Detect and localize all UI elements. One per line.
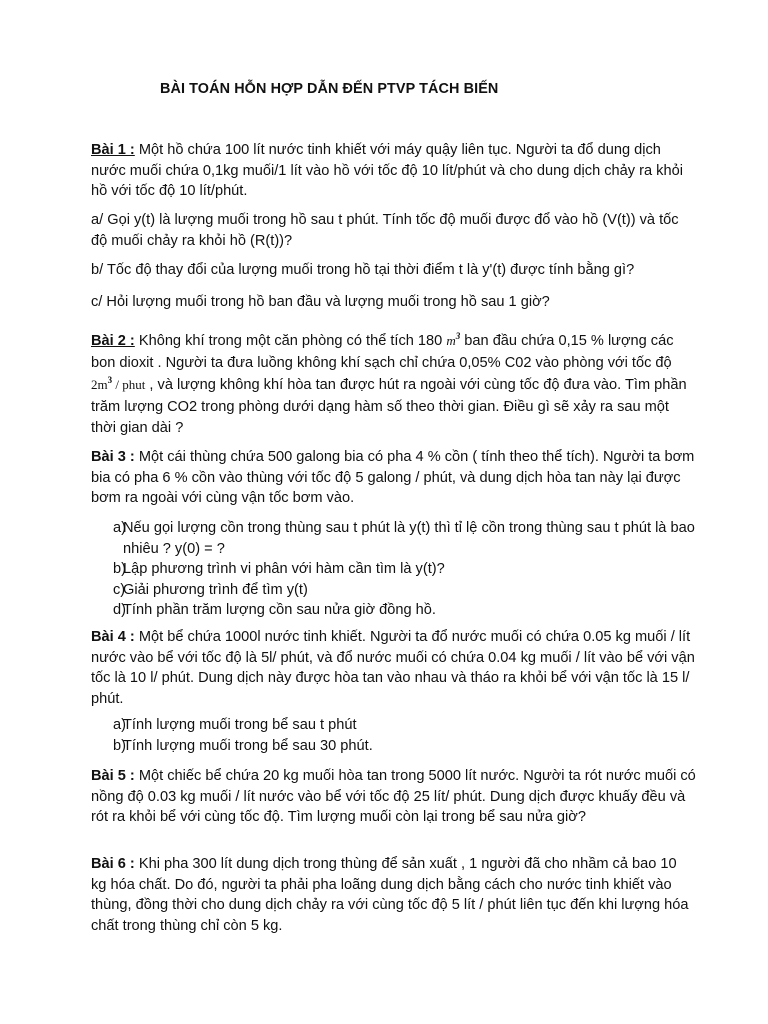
list-item-text: Tính lượng muối trong bể sau 30 phút. — [123, 737, 373, 754]
problem-5-statement — [91, 766, 696, 828]
flow-rate-expression: $2m^3$ / phut — [91, 375, 146, 392]
problem-5-text: Một chiếc bể chứa 20 kg muối hòa tan trong 5000 lít nước. Người ta rót nước muối có nồng độ 0.03 kg muối / lít nước vào bể với tốc độ 25 lít/ phút. Dung dịch được khuấy đều và rót ra khỏi bể với cùng tốc độ. Tìm lượng muối còn lại trong bể sau nửa giờ? — [91, 768, 696, 825]
problem-3-subquestions — [91, 518, 696, 621]
problem-3-statement — [91, 447, 696, 509]
list-item — [91, 559, 696, 580]
list-item-text: Giải phương trình để tìm y(t) — [123, 581, 308, 598]
problem-5-label: Bài 5 : — [91, 768, 135, 784]
problem-1-statement — [91, 140, 696, 202]
list-item-text: Lập phương trình vi phân với hàm cần tìm là y(t)? — [123, 561, 445, 577]
list-item — [91, 518, 696, 559]
problem-1-text: Một hồ chứa 100 lít nước tinh khiết với máy quậy liên tục. Người ta đổ dung dịch nước muối chứa 0,1kg muối/1 lít vào hồ với tốc độ 10 lít/phút và cho dung dịch chảy ra khỏi hồ với tốc độ 10 lít/phút. — [91, 142, 683, 199]
list-marker: b) — [113, 737, 126, 754]
problem-4-statement — [91, 627, 696, 709]
list-item-text: Tính phần trăm lượng cồn sau nửa giờ đồng hồ. — [123, 602, 436, 618]
list-item — [91, 600, 696, 621]
list-marker: b) — [113, 561, 126, 577]
list-marker: a) — [113, 520, 126, 536]
problem-4-subquestions — [91, 715, 696, 756]
problem-2-text-1: Không khí trong một căn phòng có thể tích 180 — [134, 333, 447, 349]
list-marker: d) — [113, 602, 126, 618]
document-title: BÀI TOÁN HỖN HỢP DẪN ĐẾN PTVP TÁCH BIẾN — [160, 81, 499, 97]
problem-6-label: Bài 6 : — [91, 856, 135, 872]
problem-1-question-c: c/ Hỏi lượng muối trong hồ ban đầu và lượng muối trong hồ sau 1 giờ? — [91, 294, 550, 310]
problem-3-text: Một cái thùng chứa 500 galong bia có pha 4 % cồn ( tính theo thể tích). Người ta bơm bia có pha 6 % cồn vào thùng với tốc độ 5 galong / phút, và dung dịch hòa tan này lại được bơm ra ngoài với cùng vận tốc bơm vào. — [91, 449, 695, 506]
problem-1-label: Bài 1 : — [91, 142, 135, 158]
problem-6-text: Khi pha 300 lít dung dịch trong thùng để sản xuất , 1 người đã cho nhầm cả bao 10 kg hóa chất. Do đó, người ta phải pha loãng dung dịch bằng cách cho nước tinh khiết vào thùng, đồng thời cho dung dịch chảy ra với cùng tốc độ 5 lít / phút liên tục đến khi lượng hóa chất trong thùng chỉ còn 5 kg. — [91, 856, 689, 934]
list-item — [91, 715, 696, 736]
problem-1-question-b: b/ Tốc độ thay đổi của lượng muối trong hồ tại thời điểm t là y'(t) được tính bằng gì? — [91, 262, 635, 278]
problem-2-text-2: ban đầu chứa 0,15 % lượng các bon dioxit . Người ta đưa luồng không khí sạch chỉ chứa 0,05% C02 vào phòng với tốc độ — [91, 333, 674, 371]
list-item — [91, 736, 696, 757]
list-item-text: Nếu gọi lượng cồn trong thùng sau t phút là y(t) thì tỉ lệ cồn trong thùng sau t phút là bao nhiêu ? y(0) = ? — [123, 520, 695, 557]
problem-6-statement — [91, 854, 696, 936]
problem-1-question-a: a/ Gọi y(t) là lượng muối trong hồ sau t phút. Tính tốc độ muối được đổ vào hồ (V(t)) và tốc độ muối chảy ra khỏi hồ (R(t))? — [91, 212, 679, 249]
list-item-text: Tính lượng muối trong bể sau t phút — [123, 717, 357, 733]
list-marker: a) — [113, 717, 126, 733]
problem-4-text: Một bể chứa 1000l nước tinh khiết. Người ta đổ nước muối có chứa 0.05 kg muối / lít nước vào bể với tốc độ là 5l/ phút, và đổ nước muối có chứa 0.04 kg muối / lít vào bể với vận tốc là 10 l/ phút. Dung dịch này được hòa tan vào nhau và tháo ra khỏi bể với vận tốc là 15 l/ phút. — [91, 629, 695, 707]
volume-unit: $m^3$ — [446, 331, 461, 348]
problem-2-statement — [91, 330, 696, 440]
problem-3-label: Bài 3 : — [91, 449, 135, 465]
problem-4-label: Bài 4 : — [91, 629, 135, 645]
problem-2-label: Bài 2 : — [91, 333, 135, 349]
list-item — [91, 580, 696, 601]
problem-2-text-3: , và lượng không khí hòa tan được hút ra ngoài với cùng tốc độ đưa vào. Tìm phần trăm lượng CO2 trong phòng dưới dạng hàm số theo thời gian. Điều gì sẽ xảy ra sau một thời gian dài ? — [91, 377, 687, 436]
list-marker: c) — [113, 581, 126, 598]
